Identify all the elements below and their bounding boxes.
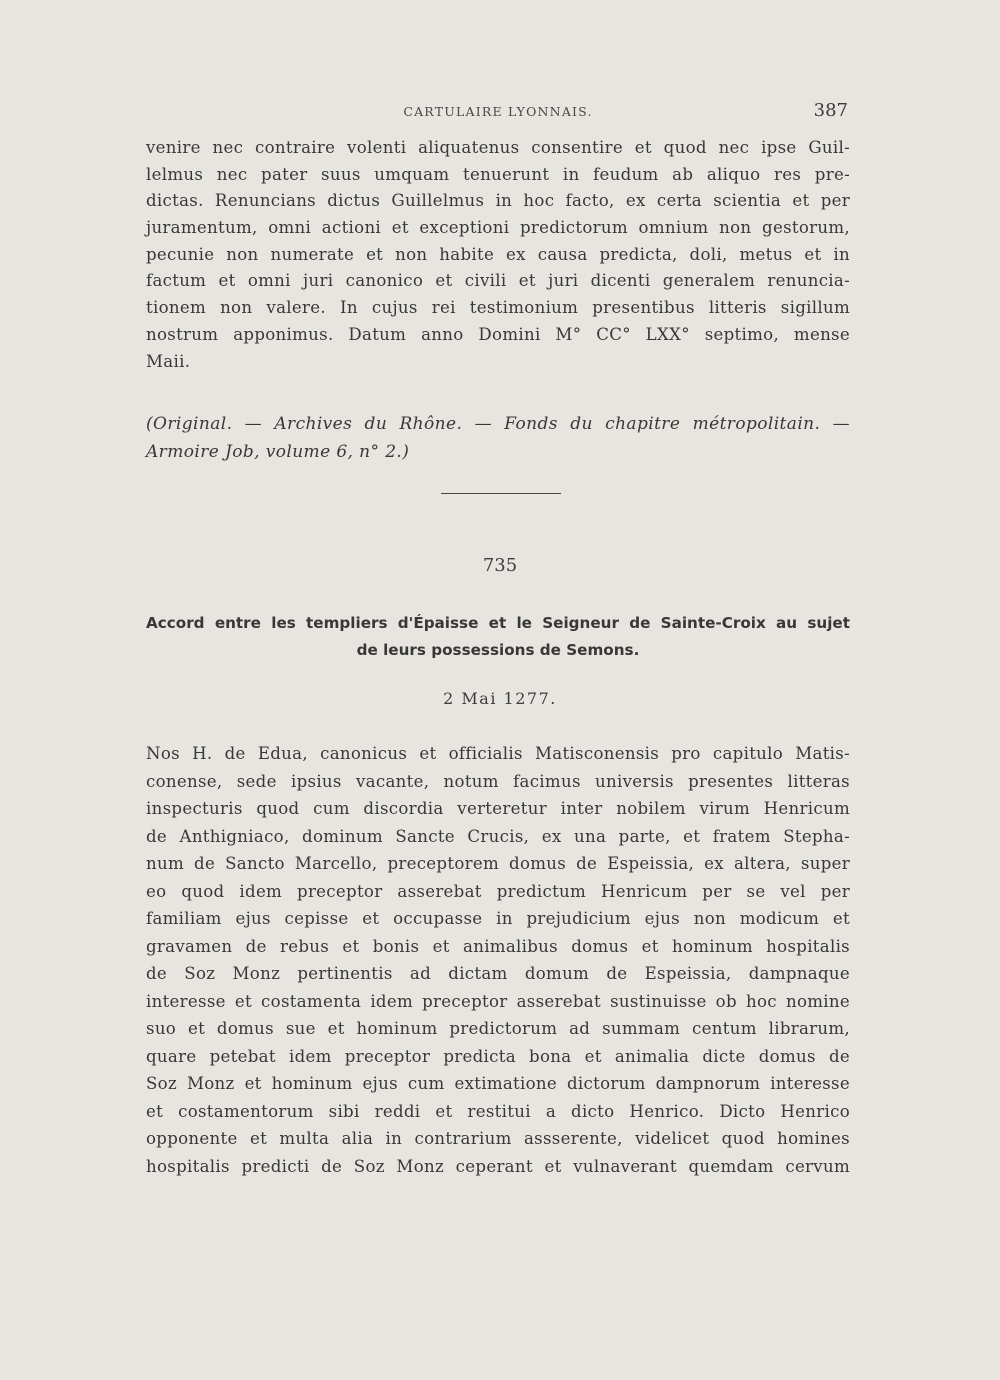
text-line: hospitalis predicti de Soz Monz ceperant et vulnaverant quemdam cervum xyxy=(146,1156,850,1176)
charter-number: 735 xyxy=(482,555,518,576)
text-line: quare petebat idem preceptor predicta bona et animalia dicte domus de xyxy=(146,1046,850,1066)
source-line: Armoire Job, volume 6, n° 2.) xyxy=(146,442,410,462)
text-line: dictas. Renuncians dictus Guillelmus in hoc facto, ex certa scientia et per xyxy=(146,191,850,211)
text-line: Nos H. de Edua, canonicus et officialis Matisconensis pro capitulo Matis- xyxy=(146,744,850,763)
text-line: venire nec contraire volenti aliquatenus consentire et quod nec ipse Guil- xyxy=(146,138,850,157)
text-line: eo quod idem preceptor asserebat predictum Henricum per se vel per xyxy=(146,881,850,901)
text-line: de Soz Monz pertinentis ad dictam domum de Espeissia, dampnaque xyxy=(146,964,850,983)
text-line: lelmus nec pater suus umquam tenuerunt in feudum ab aliquo res pre- xyxy=(146,164,850,184)
text-line: familiam ejus cepisse et occupasse in prejudicium ejus non modicum et xyxy=(146,909,850,928)
source-note xyxy=(146,410,850,466)
text-line: gravamen de rebus et bonis et animalibus domus et hominum hospitalis xyxy=(146,936,850,956)
text-line: tionem non valere. In cujus rei testimonium presentibus litteris sigillum xyxy=(146,298,850,318)
text-line: opponente et multa alia in contrarium assserente, videlicet quod homines xyxy=(146,1129,850,1148)
charter-title xyxy=(146,610,850,664)
section-divider xyxy=(441,493,561,494)
text-line: pecunie non numerate et non habite ex causa predicta, doli, metus et in xyxy=(146,244,850,264)
text-line: num de Sancto Marcello, preceptorem domus de Espeissia, ex altera, super xyxy=(146,854,850,873)
page-number: 387 xyxy=(813,100,848,121)
text-line: juramentum, omni actioni et exceptioni predictorum omnium non gestorum, xyxy=(146,218,850,238)
text-line: et costamentorum sibi reddi et restitui a dicto Henrico. Dicto Henrico xyxy=(146,1101,850,1121)
text-line: Maii. xyxy=(146,351,191,371)
charter-title-line: de leurs possessions de Semons. xyxy=(356,641,640,659)
text-line: nostrum apponimus. Datum anno Domini M° CC° LXX° septimo, mense xyxy=(146,324,850,344)
charter-date: 2 Mai 1277. xyxy=(443,689,557,708)
continuation-paragraph xyxy=(146,135,850,375)
text-line: conense, sede ipsius vacante, notum facimus universis presentes litteras xyxy=(146,771,850,791)
text-line: inspecturis quod cum discordia verteretur inter nobilem virum Henricum xyxy=(146,799,850,818)
text-line: Soz Monz et hominum ejus cum extimatione dictorum dampnorum interesse xyxy=(146,1074,850,1093)
running-header xyxy=(146,100,850,134)
text-line: de Anthigniaco, dominum Sancte Crucis, ex una parte, et fratem Stepha- xyxy=(146,826,850,846)
running-title: CARTULAIRE LYONNAIS. xyxy=(403,104,593,119)
text-line: interesse et costamenta idem preceptor asserebat sustinuisse ob hoc nomine xyxy=(146,991,850,1011)
text-line: suo et domus sue et hominum predictorum ad summam centum librarum, xyxy=(146,1019,850,1038)
charter-title-line: Accord entre les templiers d'Épaisse et le Seigneur de Sainte-Croix au sujet xyxy=(146,614,850,632)
text-line: factum et omni juri canonico et civili et juri dicenti generalem renuncia- xyxy=(146,271,850,291)
source-line: (Original. — Archives du Rhône. — Fonds du chapitre métropolitain. — xyxy=(146,414,850,434)
charter-text xyxy=(146,740,850,1180)
